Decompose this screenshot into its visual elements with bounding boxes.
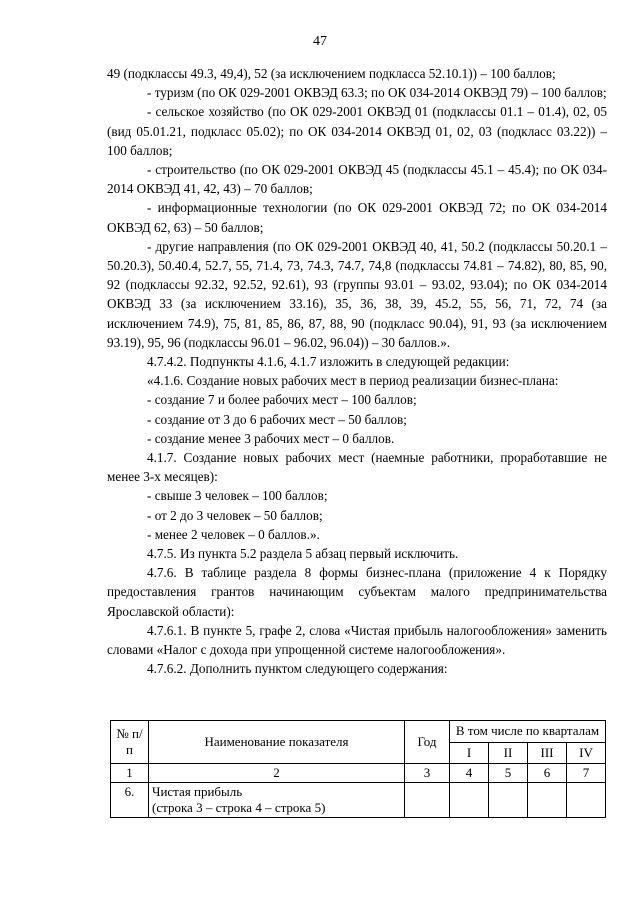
paragraph: 4.7.4.2. Подпункты 4.1.6, 4.1.7 изложить в следующей редакции:	[147, 354, 510, 370]
index-cell: 1	[111, 764, 149, 783]
index-cell: 2	[149, 764, 405, 783]
paragraph: - другие направления (по ОК 029-2001 ОКВЭД 40, 41, 50.2 (подклассы 50.20.1 – 50.20.3), 50.40.4, 52.7, 55, 71.4, 73, 74.3, 74.7, 74,8 (подклассы 74.81 – 74.82), 80, 85, 90, 92 (подклассы 92.32, 92.52, 92.61), 93 (группы 93.01 – 93.02, 93.04); по ОК 034-2014 ОКВЭД 33 (за исключением 33.16), 35, 36, 38, 39, 45.2, 55, 56, 71, 72, 74 (за исключением 74.9), 75, 81, 85, 86, 87, 88, 90 (подкласс 90.04), 91, 93 (за исключением 93.19), 95, 96 (подклассы 96.01 – 96.02, 96.04)) – 30 баллов.».	[107, 238, 607, 350]
index-cell: 5	[489, 764, 528, 783]
paragraph: - сельское хозяйство (по ОК 029-2001 ОКВЭД 01 (подклассы 01.1 – 01.4), 02, 05 (вид 05.01.21, подкласс 05.02); по ОК 034-2014 ОКВЭД 01, 02, 03 (подкласс 03.22)) – 100 баллов;	[107, 104, 607, 158]
paragraph: - менее 2 человек – 0 баллов.».	[147, 526, 320, 542]
header-quarters-group: В том числе по кварталам	[450, 721, 606, 743]
paragraph: - строительство (по ОК 029-2001 ОКВЭД 45 (подклассы 45.1 – 45.4); по ОК 034-2014 ОКВЭД 41, 42, 43) – 70 баллов;	[107, 162, 607, 197]
row-num: 6.	[111, 783, 149, 818]
header-num: № п/п	[111, 721, 149, 764]
table-index-row	[111, 764, 606, 783]
paragraph: 4.7.6.2. Дополнить пунктом следующего содержания:	[147, 661, 448, 677]
paragraph: - создание от 3 до 6 рабочих мест – 50 баллов;	[147, 411, 407, 427]
index-cell: 3	[405, 764, 450, 783]
document-body	[107, 64, 607, 679]
header-quarter: IV	[567, 742, 606, 764]
page-number: 47	[313, 34, 327, 49]
paragraph: 4.7.5. Из пункта 5.2 раздела 5 абзац первый исключить.	[147, 546, 459, 562]
row-q2	[489, 783, 528, 818]
header-year: Год	[405, 721, 450, 764]
header-quarter: II	[489, 742, 528, 764]
row-q1	[450, 783, 489, 818]
table-header-row	[111, 721, 606, 743]
header-quarter: I	[450, 742, 489, 764]
paragraph: - создание менее 3 рабочих мест – 0 баллов.	[147, 430, 395, 446]
paragraph: - от 2 до 3 человек – 50 баллов;	[147, 507, 323, 523]
index-cell: 7	[567, 764, 606, 783]
paragraph: - свыше 3 человек – 100 баллов;	[147, 488, 328, 504]
business-plan-table	[110, 720, 606, 818]
row-year	[405, 783, 450, 818]
paragraph: 4.7.6. В таблице раздела 8 формы бизнес-плана (приложение 4 к Порядку предоставления грантов начинающим субъектам малого предпринимательства Ярославской области):	[107, 565, 607, 619]
row-name-line: Чистая прибыль	[152, 784, 243, 799]
row-name	[149, 783, 405, 818]
paragraph: «4.1.6. Создание новых рабочих мест в период реализации бизнес-плана:	[147, 373, 559, 389]
row-q4	[567, 783, 606, 818]
paragraph: - информационные технологии (по ОК 029-2001 ОКВЭД 72; по ОК 034-2014 ОКВЭД 62, 63) – 50 баллов;	[107, 200, 607, 235]
paragraph: 4.7.6.1. В пункте 5, графе 2, слова «Чистая прибыль налогообложения» заменить словами «Налог с дохода при упрощенной системе налогообложения».	[107, 622, 607, 658]
header-quarter: III	[528, 742, 567, 764]
index-cell: 4	[450, 764, 489, 783]
paragraph: - создание 7 и более рабочих мест – 100 баллов;	[147, 392, 417, 408]
paragraph: - туризм (по ОК 029-2001 ОКВЭД 63.3; по ОК 034-2014 ОКВЭД 79) – 100 баллов;	[147, 85, 607, 101]
row-q3	[528, 783, 567, 818]
row-name-line: (строка 3 – строка 4 – строка 5)	[152, 800, 326, 815]
paragraph: 4.1.7. Создание новых рабочих мест (наемные работники, проработавшие не менее 3-х месяцев):	[107, 450, 607, 485]
header-name: Наименование показателя	[149, 721, 405, 764]
table-row	[111, 783, 606, 818]
paragraph: 49 (подклассы 49.3, 49,4), 52 (за исключением подкласса 52.10.1)) – 100 баллов;	[107, 66, 556, 81]
index-cell: 6	[528, 764, 567, 783]
